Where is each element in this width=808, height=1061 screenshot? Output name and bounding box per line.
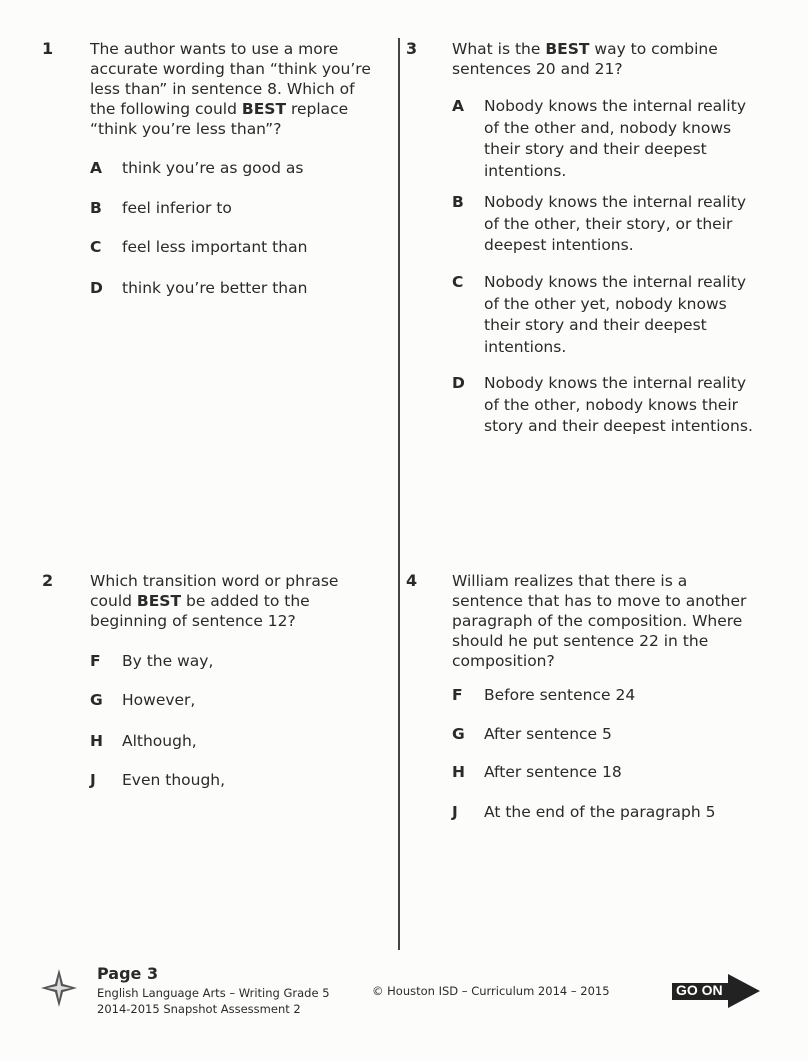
option-letter[interactable]: C (90, 238, 102, 256)
option-text[interactable]: Nobody knows the internal reality of the other yet, nobody knows their story and their deepest intentions. (484, 273, 746, 356)
emphasis-text: BEST (241, 100, 287, 118)
option-letter[interactable]: G (452, 725, 465, 743)
option-text[interactable]: Nobody knows the internal reality of the other, nobody knows their story and their deepest intentions. (484, 374, 753, 435)
option-text[interactable]: By the way, (122, 652, 214, 670)
option-letter[interactable]: D (452, 374, 465, 392)
go-on-arrow (672, 974, 762, 1008)
option-text[interactable]: Nobody knows the internal reality of the other and, nobody knows their story and their deepest intentions. (484, 97, 746, 180)
option-text[interactable]: After sentence 18 (484, 763, 622, 781)
question-stem (90, 571, 338, 631)
option-text[interactable]: At the end of the paragraph 5 (484, 803, 716, 821)
option-letter[interactable]: F (90, 652, 101, 670)
course-title: English Language Arts – Writing Grade 5 (97, 986, 330, 1000)
option-text[interactable]: Nobody knows the internal reality of the other, their story, or their deepest intentions. (484, 193, 746, 254)
question-stem (452, 571, 746, 671)
question-number: 2 (42, 571, 54, 590)
option-letter[interactable]: J (90, 771, 96, 789)
stem-text: way to combine sentences 20 and 21? (452, 40, 718, 78)
column-divider (398, 38, 400, 950)
option-letter[interactable]: J (452, 803, 458, 821)
option-letter[interactable]: F (452, 686, 463, 704)
question-number: 1 (42, 39, 54, 58)
option-letter[interactable]: C (452, 273, 464, 291)
option-text[interactable]: Even though, (122, 771, 226, 789)
assessment-title: 2014-2015 Snapshot Assessment 2 (97, 1002, 301, 1016)
option-letter[interactable]: G (90, 691, 103, 709)
option-letter[interactable]: H (90, 732, 103, 750)
stem-text: be added to the beginning of sentence 12? (90, 592, 310, 630)
option-text[interactable]: think you’re better than (122, 279, 308, 297)
question-number: 3 (406, 39, 418, 58)
option-text[interactable]: think you’re as good as (122, 159, 304, 177)
stem-text: What is the (452, 40, 546, 58)
option-letter[interactable]: A (452, 97, 464, 115)
option-text[interactable]: Before sentence 24 (484, 686, 636, 704)
question-number: 4 (406, 571, 418, 590)
option-letter[interactable]: B (452, 193, 464, 211)
option-text[interactable]: However, (122, 691, 196, 709)
emphasis-text: BEST (136, 592, 182, 610)
option-letter[interactable]: A (90, 159, 102, 177)
option-text[interactable]: feel less important than (122, 238, 308, 256)
option-text[interactable]: After sentence 5 (484, 725, 612, 743)
stem-text: The author wants to use a more accurate wording than “think you’re less than” in sentence 8. Which of the following could (90, 40, 371, 118)
option-letter[interactable]: H (452, 763, 465, 781)
option-letter[interactable]: D (90, 279, 103, 297)
stem-text: Which transition word or phrase could (90, 572, 339, 610)
copyright: © Houston ISD – Curriculum 2014 – 2015 (372, 984, 610, 998)
option-text[interactable]: feel inferior to (122, 199, 232, 217)
go-on-label: GO ON (676, 982, 723, 998)
option-text[interactable]: Although, (122, 732, 197, 750)
star-icon (40, 968, 78, 1008)
stem-text: William realizes that there is a sentence that has to move to another paragraph of the composition. Where should he put sentence 22 in the composition? (452, 572, 747, 670)
question-stem (452, 39, 718, 79)
question-stem (90, 39, 371, 139)
page-number: Page 3 (97, 964, 159, 983)
stem-text: replace “think you’re less than”? (90, 100, 349, 138)
option-letter[interactable]: B (90, 199, 102, 217)
emphasis-text: BEST (545, 40, 590, 58)
